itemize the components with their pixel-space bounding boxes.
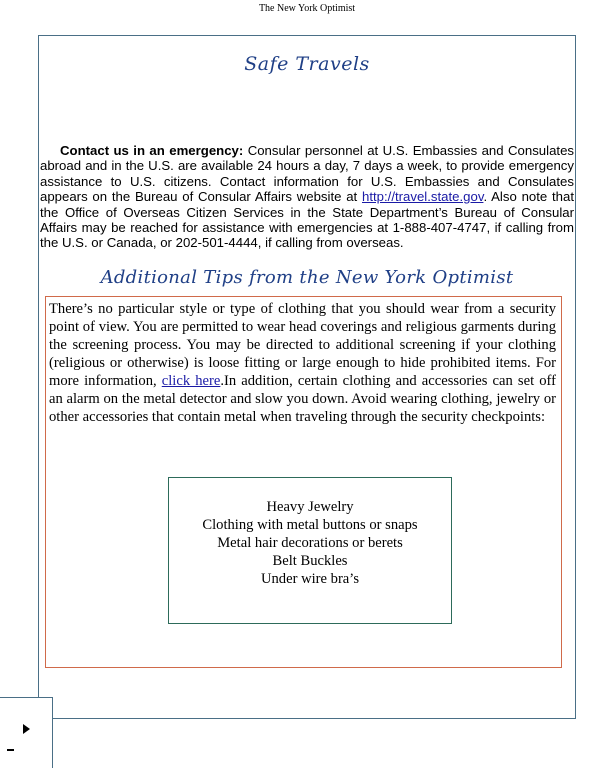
article-title: Safe Travels bbox=[244, 53, 370, 75]
list-item: Belt Buckles bbox=[272, 553, 348, 569]
list-item: Metal hair decorations or berets bbox=[217, 535, 403, 551]
list-item: Under wire bra’s bbox=[260, 571, 360, 587]
click-here-link[interactable]: click here bbox=[161, 373, 221, 389]
triangle-right-icon[interactable] bbox=[23, 724, 30, 734]
prohibited-items-list bbox=[168, 498, 452, 588]
tips-paragraph bbox=[49, 300, 556, 426]
emergency-contact-paragraph bbox=[40, 143, 574, 251]
state-gov-link[interactable]: http://travel.state.gov bbox=[362, 189, 484, 205]
list-item: Heavy Jewelry bbox=[266, 499, 354, 515]
tips-text-before: There’s no particular style or type of clothing that you should wear from a security point of view. You are permitted to wear head coverings and religious garments during the screening process. You may be directed to additional screening if your clothing (religious or otherwise) is loose fitting or large enough to hide prohibited items. For more information, bbox=[49, 301, 556, 389]
page-header: The New York Optimist bbox=[258, 3, 356, 14]
contact-body-after: . Also note that the Office of Overseas Citizen Services in the State Department’s Bureau of Consular Affairs may be reached for assistance with emergencies at 1-888-407-4747, if calling from the U.S. or Canada, or 202-501-4444, if calling from overseas. bbox=[40, 189, 574, 251]
contact-body-before: Consular personnel at U.S. Embassies and Consulates abroad and in the U.S. are available 24 hours a day, 7 days a week, to provide emergency assistance to U.S. citizens. Contact information for U.S. Embassies and Consulates appears on the Bureau of Consular Affairs website at bbox=[40, 143, 574, 205]
tips-text-after: .In addition, certain clothing and accessories can set off an alarm on the metal detector and slow you down. Avoid wearing clothing, jewelry or other accessories that contain metal when traveling through the security checkpoints: bbox=[49, 373, 556, 425]
minus-icon[interactable] bbox=[7, 749, 14, 751]
contact-lead: Contact us in an emergency: bbox=[60, 143, 244, 158]
tips-heading: Additional Tips from the New York Optimist bbox=[100, 267, 514, 288]
list-item: Clothing with metal buttons or snaps bbox=[202, 517, 418, 533]
